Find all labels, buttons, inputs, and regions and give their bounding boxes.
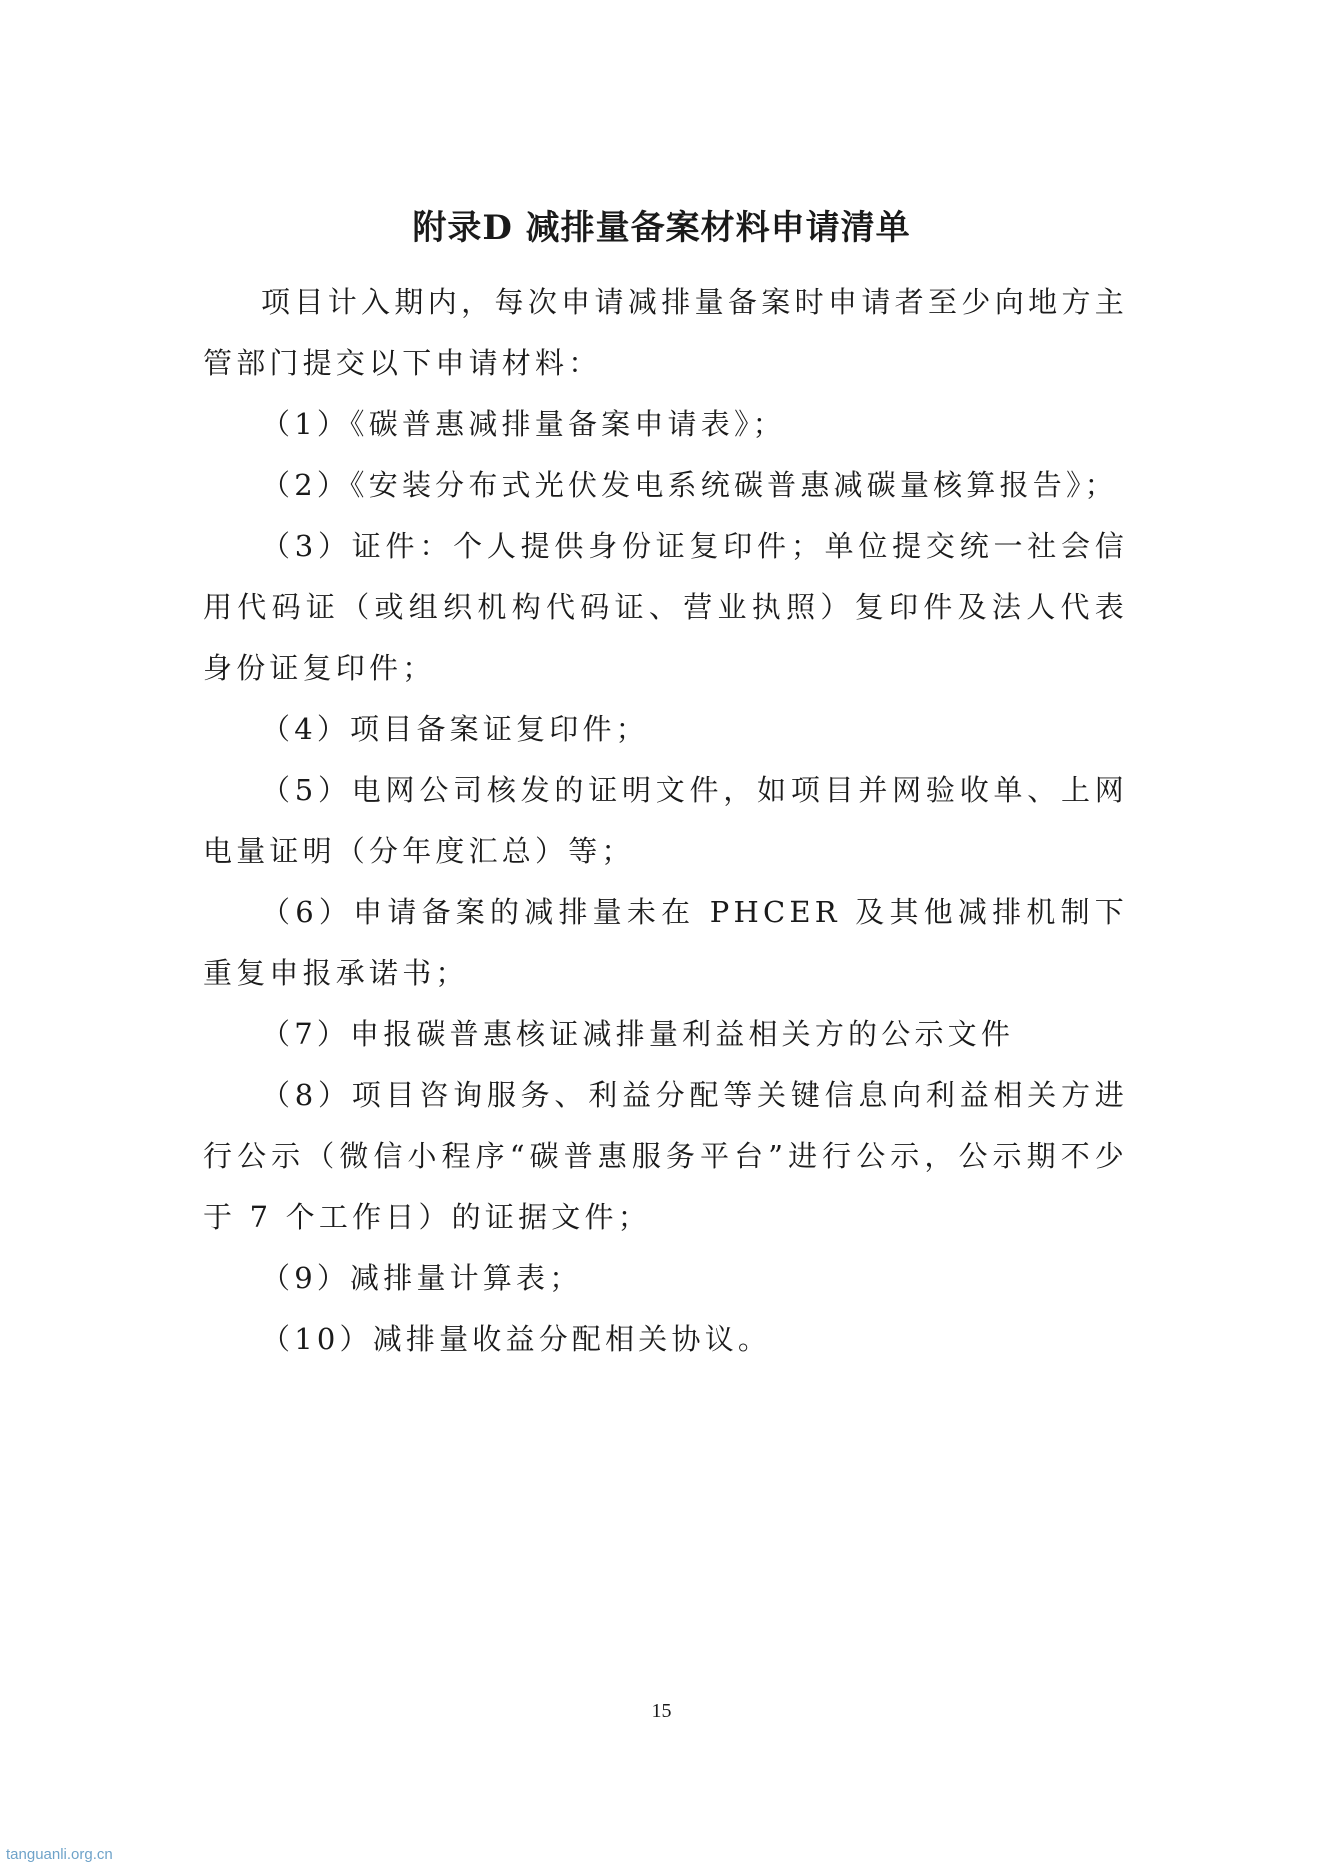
page-title: 附录D 减排量备案材料申请清单 bbox=[412, 208, 911, 248]
list-item-6: （6）申请备案的减排量未在 PHCER 及其他减排机制下重复申报承诺书； bbox=[203, 895, 1128, 990]
list-item-8: （8）项目咨询服务、利益分配等关键信息向利益相关方进行公示（微信小程序“碳普惠服务平台”进行公示，公示期不少于 7 个工作日）的证据文件； bbox=[203, 1078, 1128, 1234]
intro-paragraph: 项目计入期内，每次申请减排量备案时申请者至少向地方主管部门提交以下申请材料： bbox=[203, 285, 1128, 380]
list-item-4: （4）项目备案证复印件； bbox=[261, 712, 649, 746]
list-item-1: （1）《碳普惠减排量备案申请表》； bbox=[261, 407, 786, 441]
list-item-9: （9）减排量计算表； bbox=[261, 1261, 583, 1295]
page-number: 15 bbox=[651, 1700, 672, 1722]
list-item-10: （10）减排量收益分配相关协议。 bbox=[261, 1322, 772, 1356]
list-item-3: （3）证件：个人提供身份证复印件；单位提交统一社会信用代码证（或组织机构代码证、营业执照）复印件及法人代表身份证复印件； bbox=[203, 529, 1128, 685]
document-body bbox=[203, 272, 1128, 1370]
list-item-5: （5）电网公司核发的证明文件，如项目并网验收单、上网电量证明（分年度汇总）等； bbox=[203, 773, 1128, 868]
watermark-text: tanguanli.org.cn bbox=[6, 1846, 113, 1863]
list-item-2: （2）《安装分布式光伏发电系统碳普惠减碳量核算报告》； bbox=[261, 468, 1118, 502]
list-item-7: （7）申报碳普惠核证减排量利益相关方的公示文件 bbox=[261, 1017, 1015, 1051]
